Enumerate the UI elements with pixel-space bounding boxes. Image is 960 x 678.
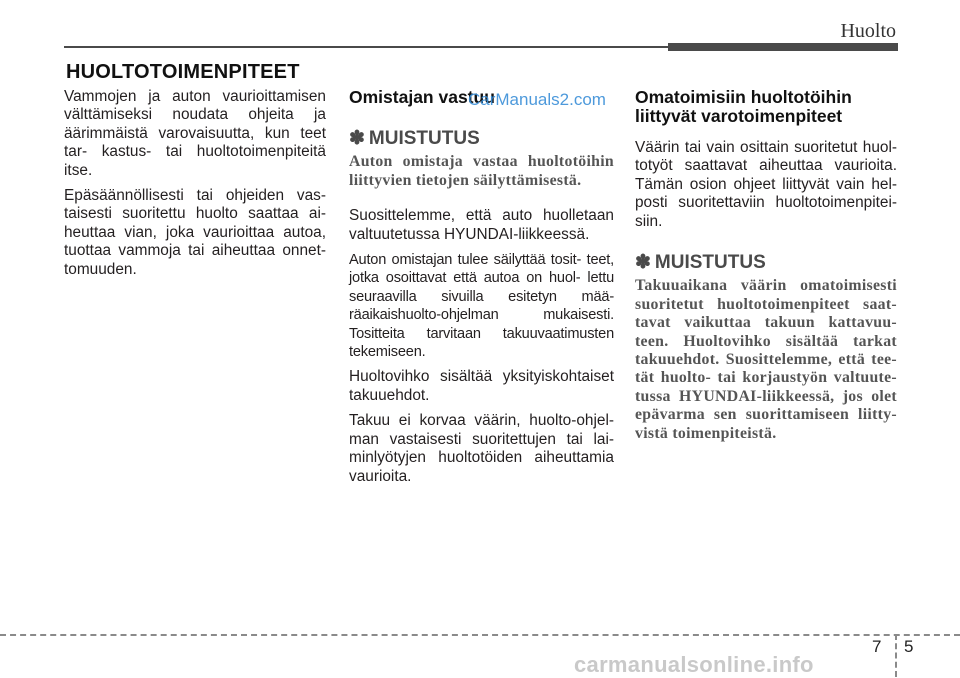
running-header: Huolto <box>840 20 896 42</box>
paragraph: Vammojen ja auton vaurioittamisen välttämiseksi noudata ohjeita ja äärimmäistä varovaisuutta, kun teet tar- kastus- tai huoltotoimenpiteitä itse. <box>64 88 326 179</box>
header-rule-thick <box>668 43 898 51</box>
watermark-link[interactable]: CarManuals2.com <box>468 90 606 109</box>
subsection-title: Omatoimisiin huoltotöihin liittyvät varotoimenpiteet <box>635 87 852 126</box>
column-1 <box>64 88 326 286</box>
note-label: MUISTUTUS <box>368 128 480 149</box>
footer-divider <box>895 634 897 677</box>
paragraph: Suosittelemme, että auto huolletaan valtuutetussa HYUNDAI-liikkeessä. <box>349 207 614 243</box>
page-number: 5 <box>904 637 914 656</box>
note-label: MUISTUTUS <box>654 252 766 274</box>
note-star-icon: ✽ <box>635 252 651 274</box>
header-rule <box>64 46 676 48</box>
column-2 <box>349 88 614 493</box>
paragraph: Takuu ei korvaa väärin, huolto-ohjel- man vastaisesti suoritettujen tai lai- minlyötyjen huoltotöiden aiheuttamia vaurioita. <box>349 412 614 485</box>
section-heading: HUOLTOTOIMENPITEET <box>66 61 300 83</box>
paragraph: Auton omistajan tulee säilyttää tosit- teet, jotka osoittavat että autoa on huol- lettu seuraavilla sivuilla esitetyn mää- räaikaishuolto-ohjelman mukaisesti. Tositteita tarvitaan takuuvaatimusten tekemiseen. <box>349 252 614 361</box>
note-star-icon: ✽ <box>349 128 365 149</box>
paragraph: Väärin tai vain osittain suoritetut huol- totyöt saattavat aiheuttaa vaurioita. Tämän osion ohjeet liittyvät vain hel- posti suoritettaviin huoltotoimenpitei- siin. <box>635 139 897 230</box>
note-heading <box>635 254 897 272</box>
chapter-number: 7 <box>872 637 882 656</box>
note-text: Takuuaikana väärin omatoimisesti suoritetut huoltotoimenpiteet saat- tavat vaikuttaa takuun kattavuu- teen. Huoltovihko sisältää tarkat takuuehdot. Suosittelemme, että tee- tät huolto- tai korjaustyön valtuute- tussa HYUNDAI-liikkeessä, jos olet epävarma sen suorittamiseen liitty- vistä toimenpiteistä. <box>635 277 897 442</box>
column-3 <box>635 88 897 460</box>
footer-watermark: carmanualsonline.info <box>574 652 814 677</box>
footer-rule <box>0 634 960 636</box>
note-heading <box>349 130 614 148</box>
note-text: Auton omistaja vastaa huoltotöihin liittyvien tietojen säilyttämisestä. <box>349 153 614 189</box>
subsection-title: Omistajan vastuu <box>349 87 495 107</box>
paragraph: Epäsäännöllisesti tai ohjeiden vas- taisesti suoritettu huolto saattaa ai- heuttaa vian, joka vaurioittaa autoa, tuottaa vammoja tai aiheuttaa onnet- tomuuden. <box>64 187 326 278</box>
paragraph: Huoltovihko sisältää yksityiskohtaiset takuuehdot. <box>349 368 614 404</box>
